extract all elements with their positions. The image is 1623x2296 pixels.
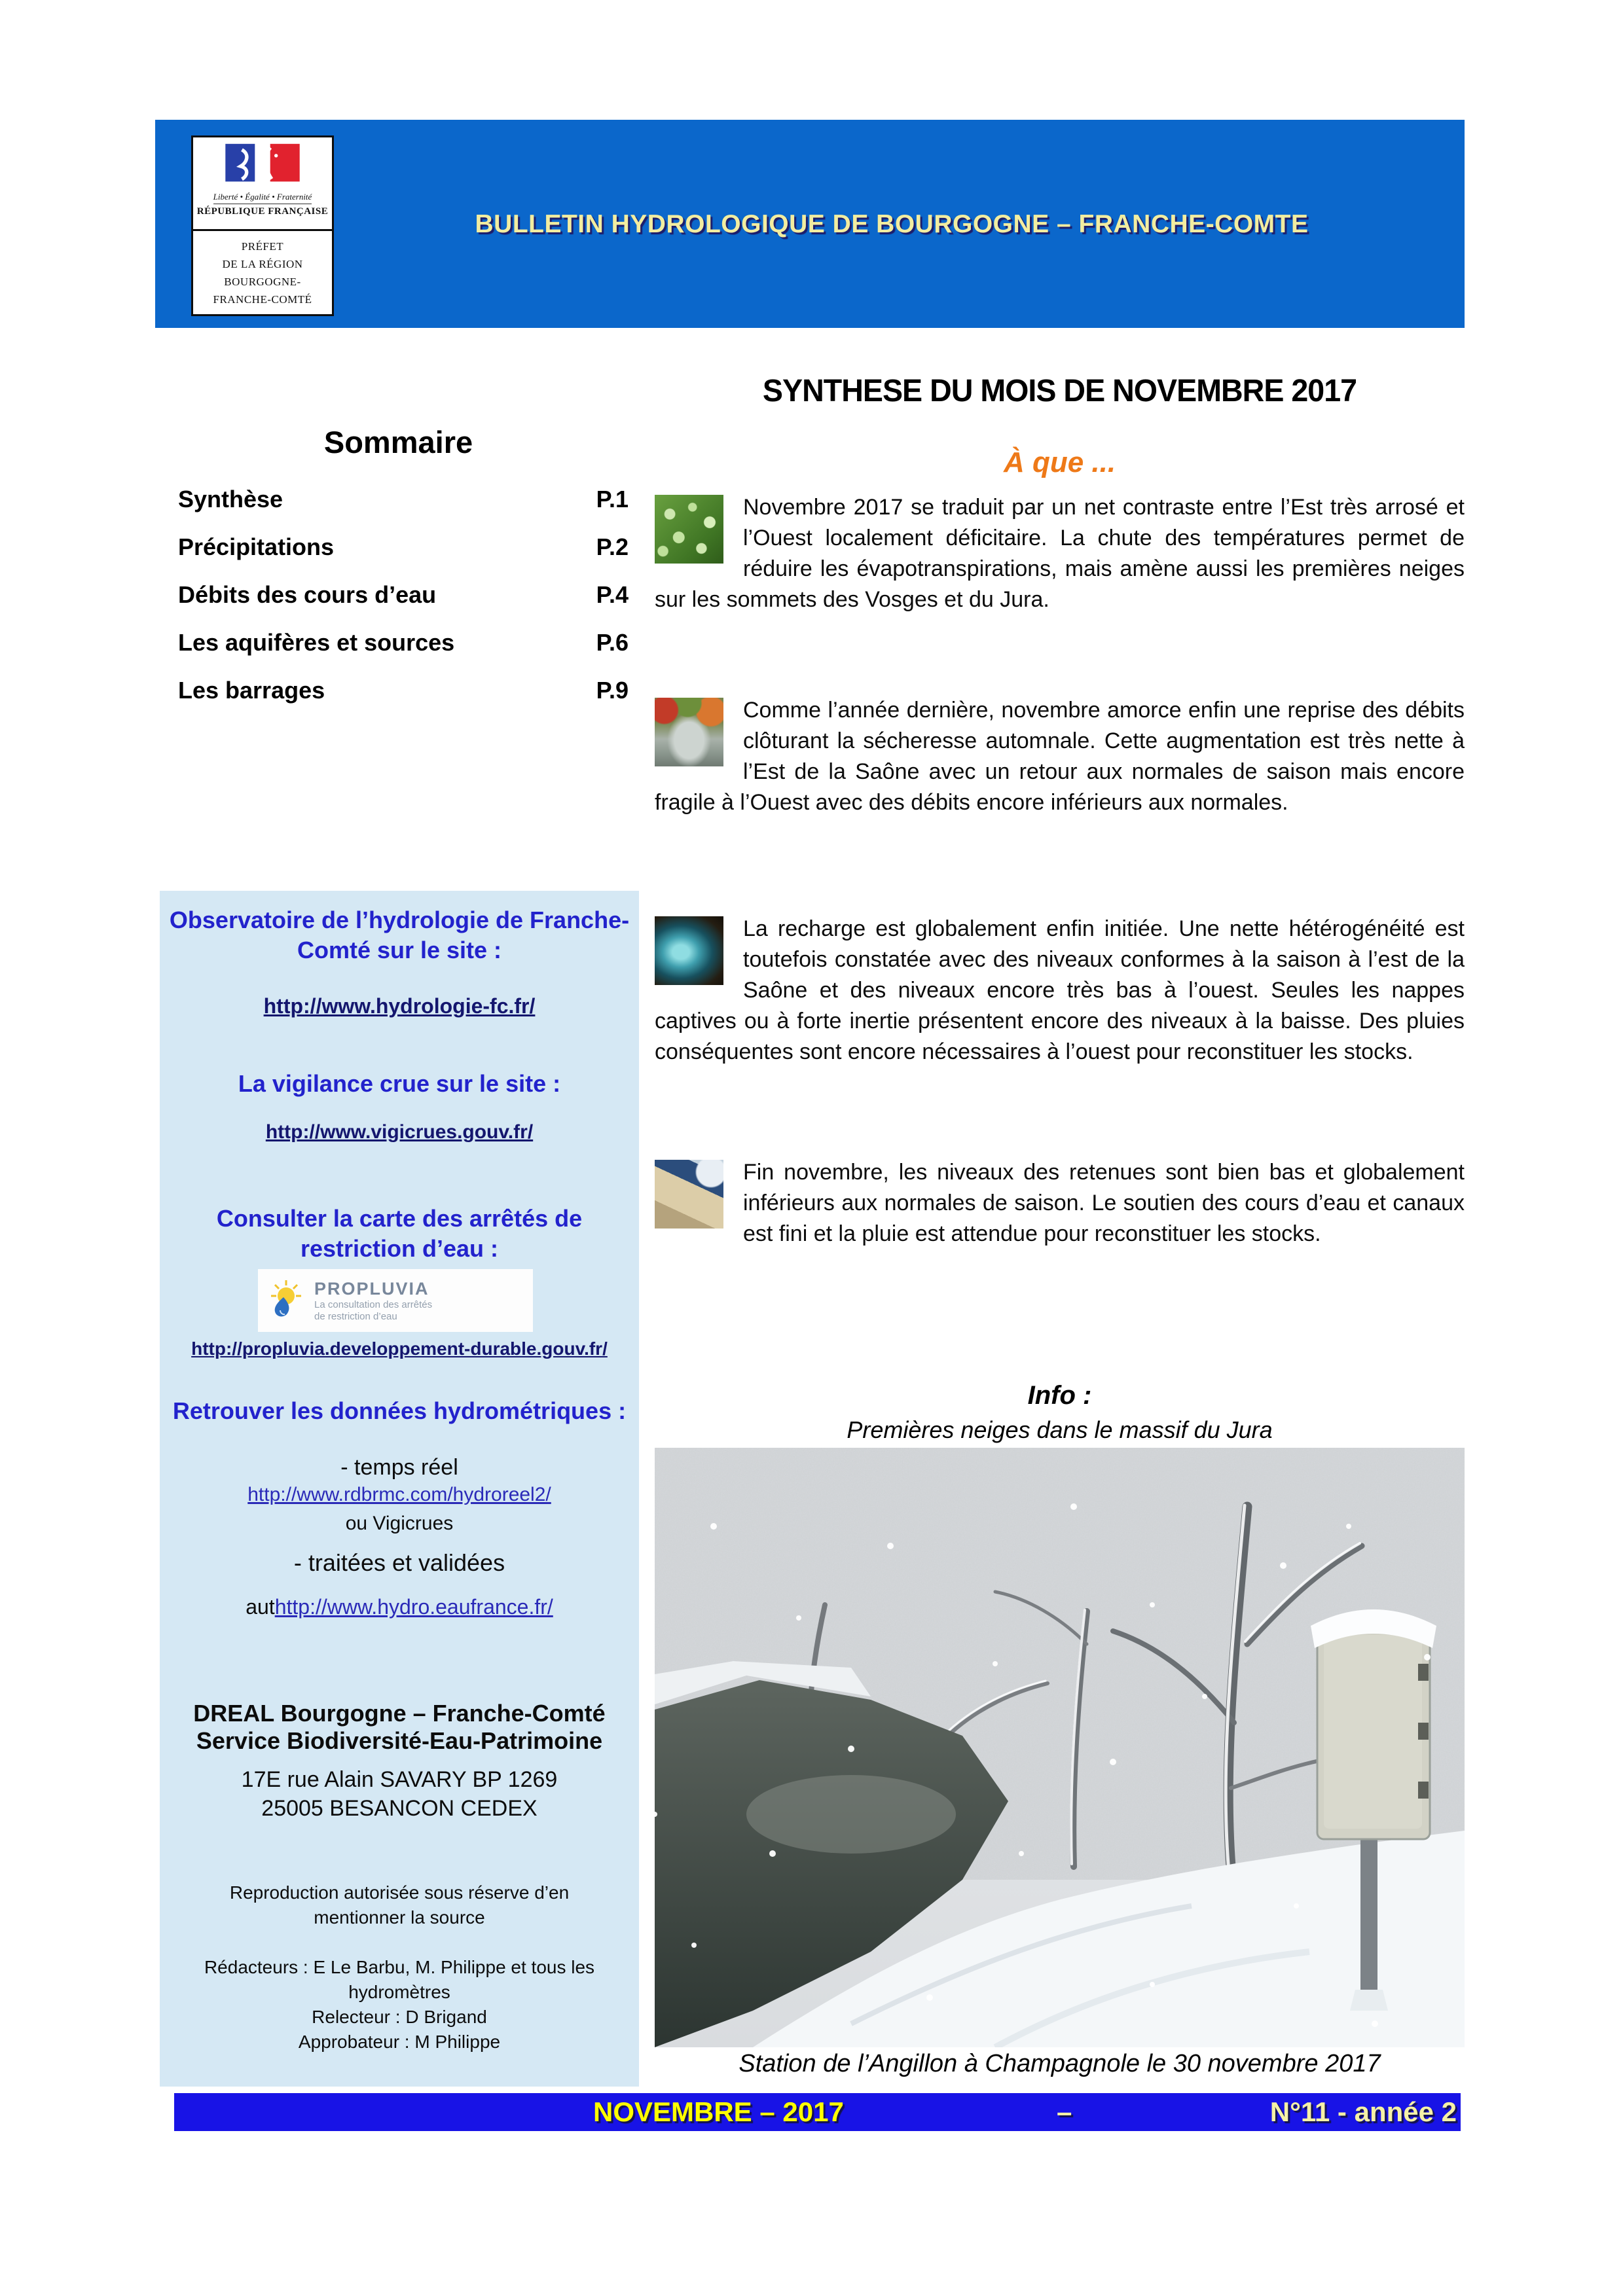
observatory-link-row [160,994,639,1018]
credit-line: Rédacteurs : E Le Barbu, M. Philippe et tous les hydromètres [204,1957,595,2002]
paragraph-precipitations [655,492,1465,615]
toc-label: Débits des cours d’eau [178,581,437,608]
paragraph-recharge [655,914,1465,1067]
hydrometric-heading: Retrouver les données hydrométriques : [172,1397,627,1424]
eaufrance-link-row [160,1595,639,1619]
info-caption: Premières neiges dans le massif du Jura [847,1416,1273,1443]
toc-page: P.4 [596,581,629,608]
photo-caption: Station de l’Angillon à Champagnole le 30 novembre 2017 [739,2050,1381,2077]
restriction-heading: Consulter la carte des arrêtés de restriction d’eau : [216,1205,583,1262]
toc-row-debits [178,578,629,612]
paragraph-text: Fin novembre, les niveaux des retenues sont bien bas et globalement inférieurs aux normales de saison. Le soutien des cours d’eau et canaux est fini et la pluie est attendue pour reconstituer les stocks. [743,1160,1465,1246]
reproduction-note: Reproduction autorisée sous réserve d’en mentionner la source [229,1882,570,1928]
paragraph-text: La recharge est globalement enfin initiée. Une nette hétérogénéité est toutefois constatée avec des niveaux conformes à la saison à l’est de la Saône et des niveaux encore très bas à l’ouest. Seules les nappes captives ou à forte inertie présentent encore des niveaux à la baisse. Des pluies conséquentes sont encore nécessaires à l’ouest pour reconstituer les stocks. [655,916,1465,1064]
info-sidebar [160,891,639,2087]
credits [173,1955,626,2054]
org-line: Service Biodiversité-Eau-Patrimoine [196,1727,603,1754]
toc-label: Les barrages [178,677,325,704]
toc-row-barrages [178,673,629,708]
prefect-line: FRANCHE-COMTÉ [213,293,312,306]
synthesis-title: SYNTHESE DU MOIS DE NOVEMBRE 2017 [762,374,1357,408]
propluvia-tagline-line: de restriction d’eau [314,1310,397,1322]
toc-label: Synthèse [178,486,283,512]
propluvia-tagline [314,1299,432,1323]
hydrologie-fc-link[interactable]: http://www.hydrologie-fc.fr/ [263,994,536,1018]
droplets-thumbnail [655,495,723,564]
vigicrues-link[interactable]: http://www.vigicrues.gouv.fr/ [265,1121,534,1143]
republic-logo-block [191,135,334,316]
prefect-line: BOURGOGNE- [224,275,301,288]
toc-row-aquiferes [178,626,629,660]
hydroreel-link[interactable]: http://www.rdbrmc.com/hydroreel2/ [247,1484,551,1505]
header-banner [155,120,1465,328]
toc-row-precipitations [178,530,629,564]
footer-month: NOVEMBRE – 2017 [593,2096,844,2127]
winter-photo [655,1448,1465,2047]
footer-banner [174,2093,1461,2131]
toc-label: Les aquifères et sources [178,629,455,656]
prefect-line: DE LA RÉGION [222,257,303,270]
observatory-heading: Observatoire de l’hydrologie de Franche-Comté sur le site : [169,906,630,963]
propluvia-name: PROPLUVIA [314,1278,429,1299]
toc-page: P.9 [596,677,629,704]
realtime-label: - temps réel [340,1455,458,1480]
propluvia-link-row [160,1338,639,1359]
synthesis-subtitle: À que ... [1003,446,1116,478]
propluvia-sun-drop-icon [267,1279,305,1322]
info-label: Info : [1027,1381,1092,1410]
propluvia-link[interactable]: http://propluvia.developpement-durable.gouv.fr/ [191,1338,608,1359]
sommaire-title: Sommaire [323,425,473,459]
logo-republic: RÉPUBLIQUE FRANÇAISE [196,206,329,217]
footer-issue: N°11 - année 2 [1269,2096,1457,2127]
toc-page: P.2 [596,533,629,560]
toc-page: P.1 [596,486,629,512]
marianne-logo-cell [193,137,332,231]
paragraph-text: Novembre 2017 se traduit par un net contraste entre l’Est très arrosé et l’Ouest localement déficitaire. La chute des températures permet de réduire les évapotranspirations, mais amène aussi les premières neiges sur les sommets des Vosges et du Jura. [655,495,1465,612]
realtime-link-row [160,1484,639,1506]
footer-separator: – [1057,2096,1072,2127]
cave-spring-thumbnail [655,916,723,985]
validated-label: - traitées et validées [293,1549,505,1576]
credit-line: Relecteur : D Brigand [312,2007,487,2027]
propluvia-logo [258,1269,533,1332]
toc-page: P.6 [596,629,629,656]
paragraph-text: Comme l’année dernière, novembre amorce enfin une reprise des débits clôturant la sécheresse automnale. Cette augmentation est très nette à l’Est de la Saône avec un retour aux normales de saison mais encore fragile à l’Ouest avec des débits encore inférieurs aux normales. [655,698,1465,815]
vigilance-link-row [160,1121,639,1143]
org-line: DREAL Bourgogne – Franche-Comté [193,1700,606,1727]
toc-row-synthese [178,482,629,516]
prefect-line: PRÉFET [241,240,284,253]
prefect-cell [193,231,332,314]
logo-motto: Liberté • Égalité • Fraternité [213,192,312,204]
address-line: 25005 BESANCON CEDEX [261,1796,538,1821]
paragraph-barrages [655,1157,1465,1249]
bulletin-title: BULLETIN HYDROLOGIQUE DE BOURGOGNE – FRANCHE-COMTE [475,210,1309,238]
dam-thumbnail [655,1160,723,1229]
eaufrance-prefix: aut [246,1595,275,1619]
eaufrance-link[interactable]: http://www.hydro.eaufrance.fr/ [274,1595,553,1619]
org-name [160,1700,639,1755]
propluvia-tagline-line: La consultation des arrêtés [314,1299,433,1310]
marianne-flag-icon [224,143,301,190]
address-line: 17E rue Alain SAVARY BP 1269 [241,1767,558,1792]
toc-label: Précipitations [178,533,335,560]
credit-line: Approbateur : M Philippe [298,2032,501,2052]
org-address [160,1765,639,1823]
vigilance-heading: La vigilance crue sur le site : [238,1070,561,1097]
autumn-river-thumbnail [655,698,723,766]
or-vigicrues-label: ou Vigicrues [345,1513,454,1534]
paragraph-debits [655,695,1465,818]
